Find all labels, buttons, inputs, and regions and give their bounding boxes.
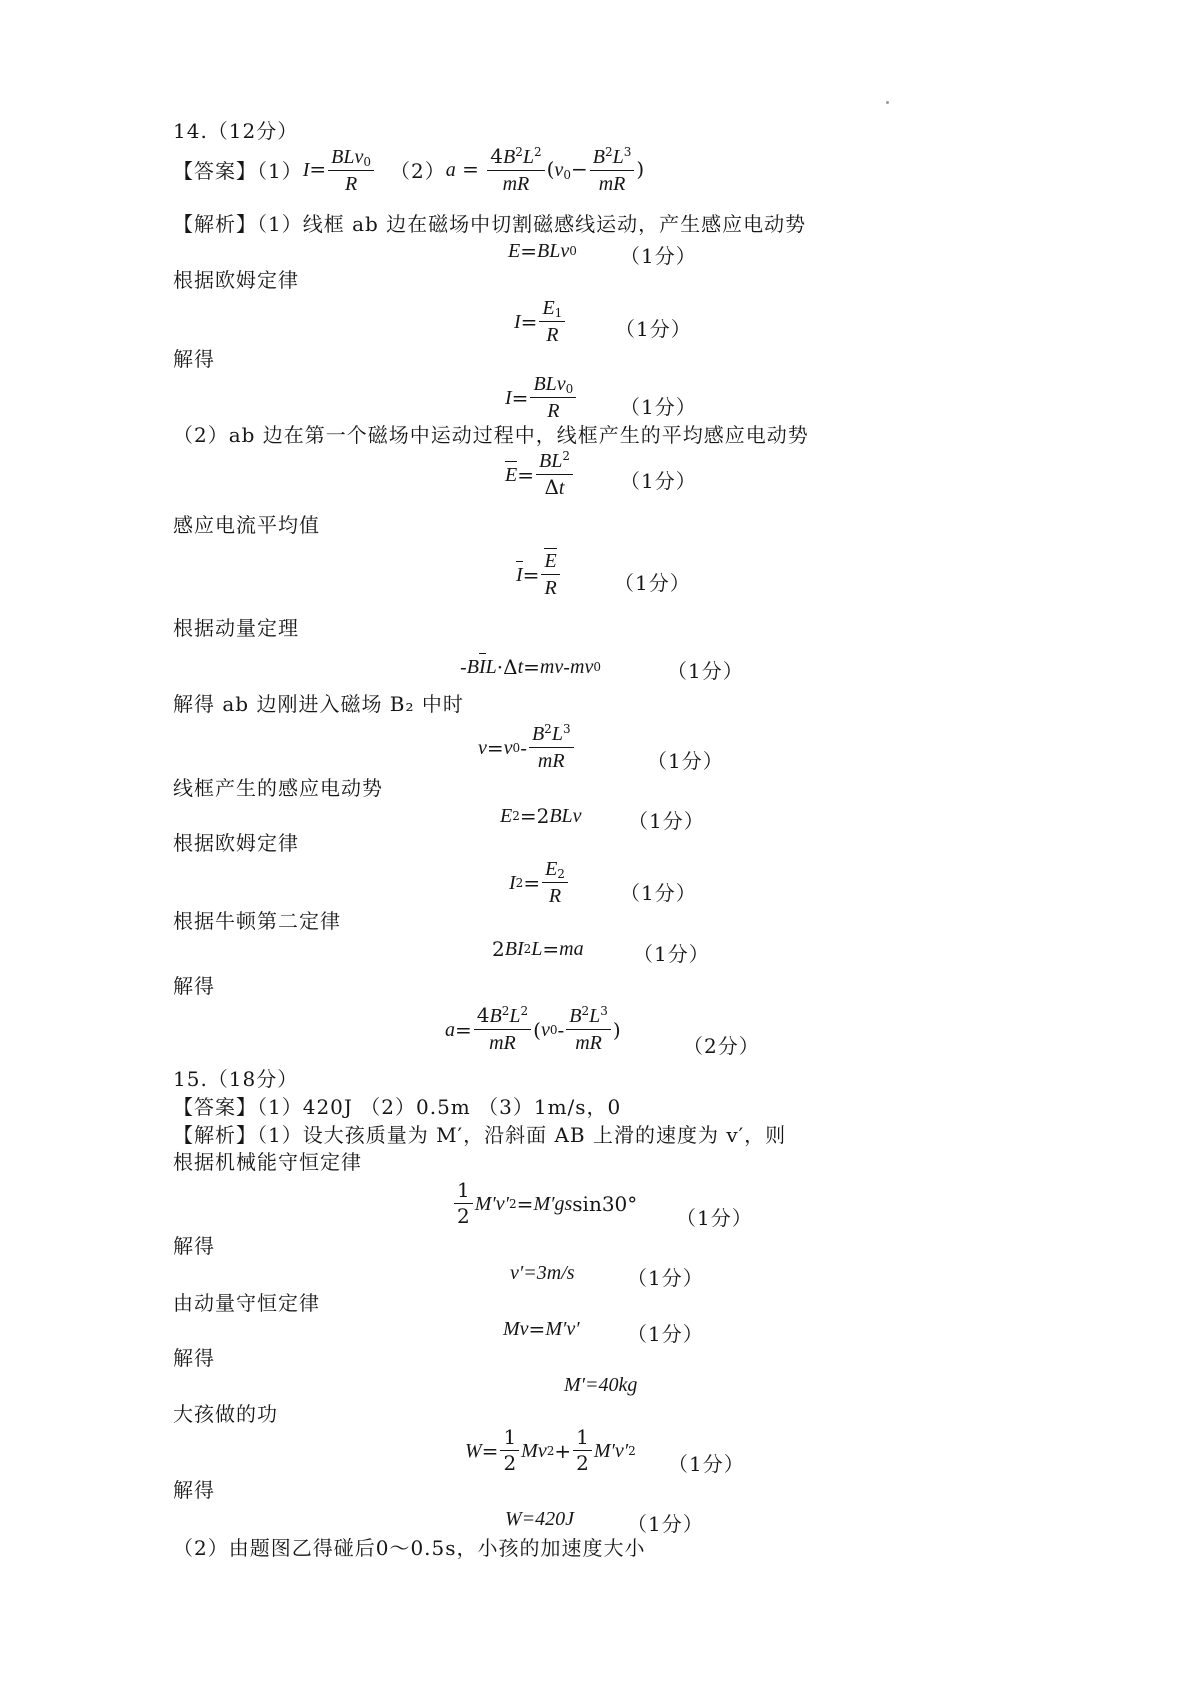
- q15-part2-intro: （2）由题图乙得碰后0～0.5s，小孩的加速度大小: [173, 1536, 646, 1560]
- score-9: （1分）: [620, 881, 697, 905]
- score-15: （1分）: [668, 1452, 745, 1476]
- eq-w-420-text: W=420J: [505, 1508, 575, 1530]
- q14-answer-1-formula: I= $\frac{BLv_0}{R}$: [303, 146, 376, 195]
- eq-mass: [564, 1374, 637, 1396]
- q14-momentum-theorem: 根据动量定理: [173, 616, 299, 640]
- q14-answer-2-formula: a = $\frac{4B^2L^2}{mR}$ ($v_0-$ $\frac{B^2L^3}{mR}$ ): [445, 144, 645, 195]
- q14-part2-intro: （2）ab 边在第一个磁场中运动过程中，线框产生的平均感应电动势: [173, 423, 809, 447]
- eq-i-e1-over-r: I = $\frac{E_1}{R}$: [514, 297, 567, 346]
- eq-i-blv0-over-r: I = $\frac{BLv_0}{R}$: [505, 373, 578, 422]
- score-13: （1分）: [627, 1266, 704, 1290]
- q14-answer-line: [173, 146, 644, 195]
- q14-header: 14.（12分）: [173, 119, 299, 143]
- score-2: （1分）: [615, 317, 692, 341]
- score-16: （1分）: [627, 1512, 704, 1536]
- eq-work: W = $\frac{1}{2}$ Mv 2 + $\frac{1}{2}$ M′v′ 2: [465, 1425, 636, 1475]
- q15-momentum-conservation: 由动量守恒定律: [173, 1291, 320, 1315]
- eq-energy: $\frac{1}{2}$ M′v′ 2 = M′g s sin30°: [452, 1180, 637, 1227]
- q14-answer-part2-label: （2）: [390, 158, 446, 183]
- q14-solve-1: 解得: [173, 347, 215, 371]
- q14-solve-b2: 解得 ab 边刚进入磁场 B₂ 中时: [173, 692, 464, 716]
- eq-acceleration: a = $\frac{4B^2L^2}{mR}$ ( v 0 - $\frac{B^2L^3}{mR}$ ): [445, 1003, 621, 1054]
- eq-v-prime-text: v′=3m/s: [510, 1262, 575, 1284]
- score-12: （1分）: [676, 1206, 753, 1230]
- q14-avg-current: 感应电流平均值: [173, 513, 320, 537]
- eq-avg-current: I = $\frac{E}{R}$: [516, 550, 562, 599]
- q14-solve-2: 解得: [173, 974, 215, 998]
- q14-analysis-1: 【解析】（1）线框 ab 边在磁场中切割磁感线运动，产生感应电动势: [173, 212, 807, 236]
- score-11-two: （2分）: [683, 1034, 760, 1058]
- score-7: （1分）: [647, 749, 724, 773]
- eq-w-420: [505, 1508, 574, 1530]
- score-14: （1分）: [627, 1322, 704, 1346]
- eq-v-prime: [510, 1262, 575, 1284]
- scan-speck: [886, 101, 889, 104]
- q15-header: 15.（18分）: [173, 1067, 299, 1091]
- score-10: （1分）: [633, 942, 710, 966]
- q14-answer-prefix: 【答案】（1）: [173, 158, 303, 183]
- q15-work-text: 大孩做的功: [173, 1402, 278, 1426]
- score-5: （1分）: [614, 571, 691, 595]
- eq-emf-blv0: E = BLv 0: [508, 239, 577, 263]
- q14-ohm-law-2: 根据欧姆定律: [173, 831, 299, 855]
- q15-solve-2: 解得: [173, 1346, 215, 1370]
- eq-avg-emf: E = $\frac{BL^2}{\Delta t}$: [505, 450, 575, 499]
- score-6: （1分）: [667, 659, 744, 683]
- q15-solve-3: 解得: [173, 1478, 215, 1502]
- score-4: （1分）: [620, 469, 697, 493]
- eq-momentum-theorem: - B I L ·Δ t = mv - mv 0: [460, 654, 601, 679]
- q15-answer: 【答案】（1）420J （2）0.5m （3）1m/s，0: [173, 1095, 622, 1119]
- score-8: （1分）: [628, 809, 705, 833]
- eq-i2: I 2 = $\frac{E_2}{R}$: [509, 858, 570, 907]
- q14-newton-second: 根据牛顿第二定律: [173, 909, 341, 933]
- q15-solve-1: 解得: [173, 1234, 215, 1258]
- score-3: （1分）: [620, 395, 697, 419]
- eq-velocity-b2: v = v 0 - $\frac{B^2L^3}{mR}$: [478, 723, 576, 772]
- eq-mass-text: M′=40kg: [564, 1374, 638, 1396]
- eq-e2: E 2 =2 BLv: [500, 804, 582, 828]
- q14-ohm-law-1: 根据欧姆定律: [173, 268, 299, 292]
- q14-emf-text: 线框产生的感应电动势: [173, 776, 383, 800]
- eq-momentum: Mv = M′v′: [503, 1317, 580, 1341]
- q15-analysis-1: 【解析】（1）设大孩质量为 M′，沿斜面 AB 上滑的速度为 v′，则: [173, 1123, 787, 1147]
- q15-energy-conservation: 根据机械能守恒定律: [173, 1150, 362, 1174]
- score-1: （1分）: [620, 244, 697, 268]
- eq-newton: 2 BI 2 L = ma: [492, 937, 584, 961]
